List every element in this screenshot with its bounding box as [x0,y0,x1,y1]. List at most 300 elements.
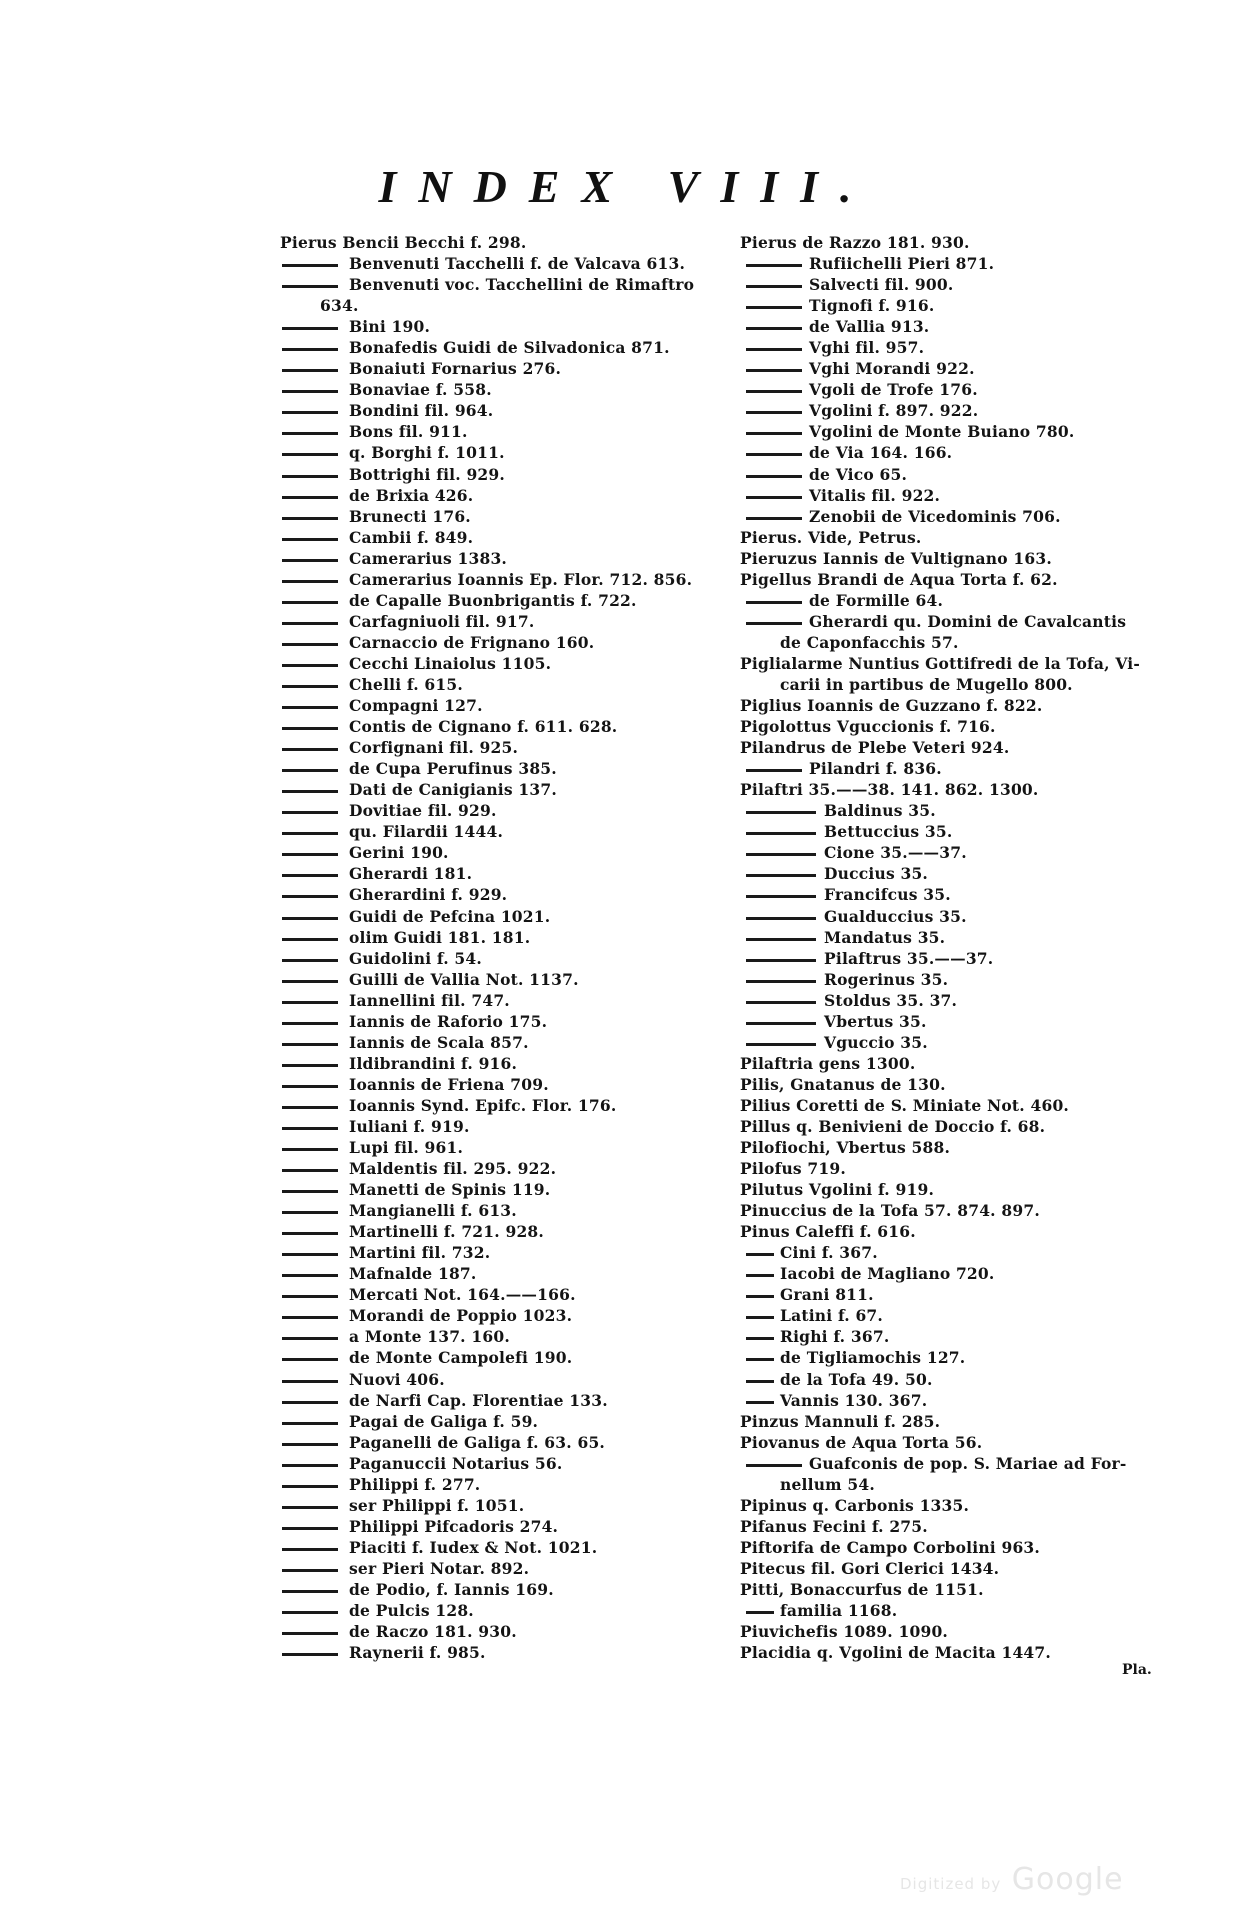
entry-text: Iannis de Scala 857. [349,1032,529,1052]
index-entry [280,316,722,337]
entry-text: Manetti de Spinis 119. [349,1180,551,1200]
repeat-dash [282,1464,338,1467]
index-entry [740,590,1175,611]
entry-text: Brunecti 176. [349,506,471,526]
repeat-dash [746,517,802,520]
index-entry [280,632,722,653]
index-entry [280,421,722,442]
repeat-dash [746,938,816,941]
index-entry [740,716,1175,737]
index-entry [280,1495,722,1516]
index-entry [740,1011,1175,1032]
index-entry [280,1053,722,1074]
index-entry [280,1621,722,1642]
index-entry [280,1516,722,1537]
index-entry [280,379,722,400]
index-entry [280,863,722,884]
entry-text: Iacobi de Magliano 720. [780,1264,995,1284]
index-entry [740,1453,1175,1474]
index-entry [740,884,1175,905]
index-entry [740,779,1175,800]
repeat-dash [282,285,338,288]
index-entry [280,906,722,927]
index-entry [280,779,722,800]
entry-text: Dati de Canigianis 137. [349,780,557,800]
entry-text: Carfagniuoli fil. 917. [349,611,535,631]
repeat-dash [282,559,338,562]
repeat-dash [746,811,816,814]
entry-text: Pieruzus Iannis de Vultignano 163. [740,548,1052,568]
entry-text: de Cupa Perufinus 385. [349,759,557,779]
repeat-dash [746,1043,816,1046]
repeat-dash [282,1632,338,1635]
entry-text: Pipinus q. Carbonis 1335. [740,1495,970,1515]
repeat-dash [746,1253,774,1256]
entry-text: Pierus. Vide, Petrus. [740,527,922,547]
repeat-dash [282,580,338,583]
entry-text: carii in partibus de Mugello 800. [780,674,1073,694]
repeat-dash [282,622,338,625]
repeat-dash [282,917,338,920]
entry-text: Maldentis fil. 295. 922. [349,1159,557,1179]
index-entry [280,569,722,590]
repeat-dash [746,1022,816,1025]
entry-text: Mercati Not. 164.——166. [349,1285,576,1305]
repeat-dash [746,1274,774,1277]
index-entry [280,1390,722,1411]
index-entry [740,253,1175,274]
index-entry [280,1284,722,1305]
index-entry [740,1095,1175,1116]
entry-text: de Brixia 426. [349,485,474,505]
repeat-dash [746,769,802,772]
index-entry [280,442,722,463]
index-entry [740,1200,1175,1221]
entry-text: Stoldus 35. 37. [824,990,958,1010]
index-entry [740,1411,1175,1432]
index-entry [740,379,1175,400]
index-entry [280,548,722,569]
index-entry [280,1116,722,1137]
entry-text: Tignofi f. 916. [809,296,935,316]
index-entry [740,758,1175,779]
repeat-dash [282,453,338,456]
entry-text: Gherardi qu. Domini de Cavalcantis [809,611,1127,631]
entry-text: Pilaftrus 35.——37. [824,948,994,968]
entry-text: Guafconis de pop. S. Mariae ad For- [809,1453,1127,1473]
repeat-dash [746,980,816,983]
entry-text: Vgolini de Monte Buiano 780. [809,422,1075,442]
index-entry [280,1537,722,1558]
repeat-dash [282,517,338,520]
entry-text: Pilis, Gnatanus de 130. [740,1074,946,1094]
index-entry [280,1305,722,1326]
entry-text: Piglius Ioannis de Guzzano f. 822. [740,696,1043,716]
index-entry [740,1305,1175,1326]
entry-text: Francifcus 35. [824,885,951,905]
repeat-dash [282,1274,338,1277]
entry-text: Martinelli f. 721. 928. [349,1222,545,1242]
entry-text: Vgolini f. 897. 922. [809,401,979,421]
entry-text: Latini f. 67. [780,1306,884,1326]
entry-text: Corfignani fil. 925. [349,738,519,758]
index-entry [740,1053,1175,1074]
repeat-dash [746,1401,774,1404]
index-entry [280,969,722,990]
repeat-dash [282,874,338,877]
entry-text: Pitecus fil. Gori Clerici 1434. [740,1558,1000,1578]
index-entry [740,1326,1175,1347]
repeat-dash [746,306,802,309]
index-entry [280,758,722,779]
entry-text: de Caponfacchis 57. [780,632,959,652]
repeat-dash [746,874,816,877]
entry-text: Pilandri f. 836. [809,759,942,779]
index-entry [280,1453,722,1474]
entry-text: Camerarius Ioannis Ep. Flor. 712. 856. [349,569,693,589]
entry-text: Pilofiochi, Vbertus 588. [740,1138,951,1158]
entry-text: Vitalis fil. 922. [809,485,941,505]
entry-text: Pinzus Mannuli f. 285. [740,1411,941,1431]
repeat-dash [746,832,816,835]
entry-text: Paganelli de Galiga f. 63. 65. [349,1432,606,1452]
entry-text: Bonaviae f. 558. [349,380,492,400]
index-entry [740,1600,1175,1621]
repeat-dash [282,1527,338,1530]
index-column-left [280,232,722,1663]
repeat-dash [282,264,338,267]
index-entry [280,1600,722,1621]
index-entry [280,611,722,632]
repeat-dash [746,1611,774,1614]
index-entry [280,1263,722,1284]
index-entry [740,274,1175,295]
entry-text: Philippi f. 277. [349,1474,481,1494]
index-entry [740,611,1175,632]
repeat-dash [282,664,338,667]
repeat-dash [282,1043,338,1046]
entry-text: Duccius 35. [824,864,929,884]
index-entry [740,1137,1175,1158]
index-entry [740,906,1175,927]
entry-text: Piftorifa de Campo Corbolini 963. [740,1537,1041,1557]
repeat-dash [282,390,338,393]
entry-text: Righi f. 367. [780,1327,890,1347]
index-entry [280,1179,722,1200]
index-entry [740,485,1175,506]
index-entry [280,1158,722,1179]
index-entry [740,1516,1175,1537]
repeat-dash [282,496,338,499]
entry-text: Bons fil. 911. [349,422,468,442]
index-entry [280,274,722,295]
index-entry [280,337,722,358]
repeat-dash [282,1611,338,1614]
repeat-dash [746,390,802,393]
repeat-dash [282,369,338,372]
entry-text: Gherardi 181. [349,864,473,884]
entry-text: Bettuccius 35. [824,822,953,842]
entry-text: Rufiichelli Pieri 871. [809,254,995,274]
repeat-dash [282,1443,338,1446]
entry-text: Pilius Coretti de S. Miniate Not. 460. [740,1095,1070,1115]
entry-text: Iannellini fil. 747. [349,990,510,1010]
index-entry [740,737,1175,758]
entry-text: Piuvichefis 1089. 1090. [740,1622,949,1642]
index-entry [740,1390,1175,1411]
entry-text: ser Philippi f. 1051. [349,1495,525,1515]
entry-text: familia 1168. [780,1601,898,1621]
entry-text: Cione 35.——37. [824,843,967,863]
repeat-dash [746,327,802,330]
entry-text: Bottrighi fil. 929. [349,464,505,484]
entry-text: de Narfi Cap. Florentiae 133. [349,1390,608,1410]
entry-text: Lupi fil. 961. [349,1138,464,1158]
index-entry [280,1095,722,1116]
index-entry [740,863,1175,884]
index-entry [740,800,1175,821]
repeat-dash [282,959,338,962]
repeat-dash [282,1085,338,1088]
entry-text: Bini 190. [349,317,431,337]
repeat-dash [282,1422,338,1425]
entry-text: Pilutus Vgolini f. 919. [740,1180,935,1200]
repeat-dash [746,853,816,856]
index-entry [740,506,1175,527]
entry-text: Morandi de Poppio 1023. [349,1306,573,1326]
index-entry [280,1369,722,1390]
entry-text: qu. Filardii 1444. [349,822,504,842]
entry-text: Iannis de Raforio 175. [349,1011,548,1031]
index-entry [740,1579,1175,1600]
entry-text: Mafnalde 187. [349,1264,477,1284]
entry-text: Nuovi 406. [349,1369,445,1389]
entry-text: Cini f. 367. [780,1243,878,1263]
repeat-dash [282,1190,338,1193]
entry-text: Contis de Cignano f. 611. 628. [349,717,618,737]
repeat-dash [746,285,802,288]
index-entry [280,464,722,485]
repeat-dash [282,348,338,351]
index-entry [280,1474,722,1495]
repeat-dash [282,1064,338,1067]
index-entry [740,1242,1175,1263]
index-entry [280,948,722,969]
repeat-dash [282,432,338,435]
index-entry [280,1221,722,1242]
repeat-dash [282,1022,338,1025]
entry-text: Gualduccius 35. [824,906,967,926]
entry-text: Zenobii de Vicedominis 706. [809,506,1061,526]
index-entry [740,1032,1175,1053]
repeat-dash [746,348,802,351]
repeat-dash [282,1358,338,1361]
entry-text: Martini fil. 732. [349,1243,491,1263]
index-entry [740,400,1175,421]
repeat-dash [282,811,338,814]
entry-text: de Vallia 913. [809,317,930,337]
index-entry [740,1537,1175,1558]
repeat-dash [282,1253,338,1256]
index-entry [280,674,722,695]
repeat-dash [282,1316,338,1319]
index-entry [740,1347,1175,1368]
repeat-dash [746,1001,816,1004]
entry-text: Dovitiae fil. 929. [349,801,497,821]
index-entry [740,421,1175,442]
entry-text: de la Tofa 49. 50. [780,1369,933,1389]
entry-text: Guidi de Pefcina 1021. [349,906,551,926]
entry-text: Bondini fil. 964. [349,401,494,421]
index-entry [280,527,722,548]
repeat-dash [282,1506,338,1509]
repeat-dash [282,1001,338,1004]
repeat-dash [282,1232,338,1235]
repeat-dash [746,475,802,478]
repeat-dash [282,1106,338,1109]
index-entry [740,653,1175,674]
repeat-dash [282,895,338,898]
repeat-dash [282,1569,338,1572]
repeat-dash [282,643,338,646]
entry-text: Cecchi Linaiolus 1105. [349,653,552,673]
repeat-dash [746,1316,774,1319]
entry-text: Vguccio 35. [824,1032,928,1052]
index-entry [740,232,1175,253]
entry-text: Ioannis de Friena 709. [349,1074,549,1094]
index-entry [740,695,1175,716]
entry-text: de Raczo 181. 930. [349,1622,517,1642]
repeat-dash [746,601,802,604]
index-entry [280,1137,722,1158]
entry-text: Bonafedis Guidi de Silvadonica 871. [349,338,670,358]
index-entry [740,569,1175,590]
index-entry [740,464,1175,485]
index-entry [280,506,722,527]
index-entry [280,1326,722,1347]
entry-text: q. Borghi f. 1011. [349,443,505,463]
entry-text: Cambii f. 849. [349,527,474,547]
repeat-dash [282,769,338,772]
entry-text: Carnaccio de Frignano 160. [349,632,595,652]
entry-text: Mangianelli f. 613. [349,1201,517,1221]
entry-text: Pagai de Galiga f. 59. [349,1411,539,1431]
index-entry [740,1495,1175,1516]
index-entry [740,842,1175,863]
entry-text: nellum 54. [780,1474,875,1494]
repeat-dash [282,938,338,941]
index-entry [740,674,1175,695]
index-entry [280,884,722,905]
index-entry [740,632,1175,653]
entry-text: Vghi fil. 957. [809,338,925,358]
index-entry [740,1179,1175,1200]
entry-text: Pilaftri 35.——38. 141. 862. 1300. [740,780,1039,800]
repeat-dash [746,432,802,435]
repeat-dash [282,853,338,856]
entry-text: Iuliani f. 919. [349,1116,470,1136]
entry-text: Baldinus 35. [824,801,936,821]
index-entry [280,358,722,379]
repeat-dash [282,980,338,983]
entry-text: de Formille 64. [809,590,944,610]
repeat-dash [282,1590,338,1593]
repeat-dash [746,895,816,898]
repeat-dash [282,706,338,709]
index-entry [280,800,722,821]
entry-text: Vbertus 35. [824,1011,927,1031]
index-entry [740,821,1175,842]
entry-text: Salvecti fil. 900. [809,275,954,295]
index-entry [740,1558,1175,1579]
entry-text: Pinuccius de la Tofa 57. 874. 897. [740,1201,1040,1221]
entry-text: Pinus Caleffi f. 616. [740,1222,916,1242]
entry-text: Gherardini f. 929. [349,885,508,905]
index-entry [280,1411,722,1432]
index-entry [740,1621,1175,1642]
index-entry [740,1221,1175,1242]
index-entry [740,442,1175,463]
entry-text: Ioannis Synd. Epifc. Flor. 176. [349,1095,617,1115]
index-entry [740,527,1175,548]
entry-text: Ildibrandini f. 916. [349,1053,518,1073]
repeat-dash [746,1358,774,1361]
repeat-dash [746,496,802,499]
repeat-dash [746,959,816,962]
entry-text: Pilandrus de Plebe Veteri 924. [740,738,1010,758]
entry-text: de Vico 65. [809,464,908,484]
entry-text: Bonaiuti Fornarius 276. [349,359,562,379]
index-entry [280,821,722,842]
repeat-dash [746,369,802,372]
repeat-dash [282,1548,338,1551]
entry-text: 634. [320,296,359,316]
index-entry [280,1011,722,1032]
index-entry [740,927,1175,948]
repeat-dash [746,264,802,267]
repeat-dash [282,1295,338,1298]
repeat-dash [282,1127,338,1130]
index-entry [280,990,722,1011]
repeat-dash [282,538,338,541]
repeat-dash [746,1380,774,1383]
entry-text: Vghi Morandi 922. [809,359,975,379]
index-entry [740,316,1175,337]
repeat-dash [282,1148,338,1151]
repeat-dash [282,832,338,835]
repeat-dash [282,790,338,793]
repeat-dash [746,1464,802,1467]
index-entry [740,1263,1175,1284]
entry-text: Vgoli de Trofe 176. [809,380,978,400]
index-entry [740,548,1175,569]
entry-text: Raynerii f. 985. [349,1643,486,1663]
page-title: INDEX VIII. [378,161,874,212]
index-entry [740,1074,1175,1095]
index-entry [740,1642,1175,1663]
entry-text: Pigolottus Vguccionis f. 716. [740,717,996,737]
index-entry [280,253,722,274]
entry-text: Guidolini f. 54. [349,948,482,968]
repeat-dash [746,622,802,625]
repeat-dash [746,1337,774,1340]
entry-text: Pierus Bencii Becchi f. 298. [280,233,527,252]
repeat-dash [282,1380,338,1383]
entry-text: Benvenuti voc. Tacchellini de Rimaftro [349,275,695,295]
index-entry [280,716,722,737]
index-entry [740,969,1175,990]
index-entry [280,485,722,506]
